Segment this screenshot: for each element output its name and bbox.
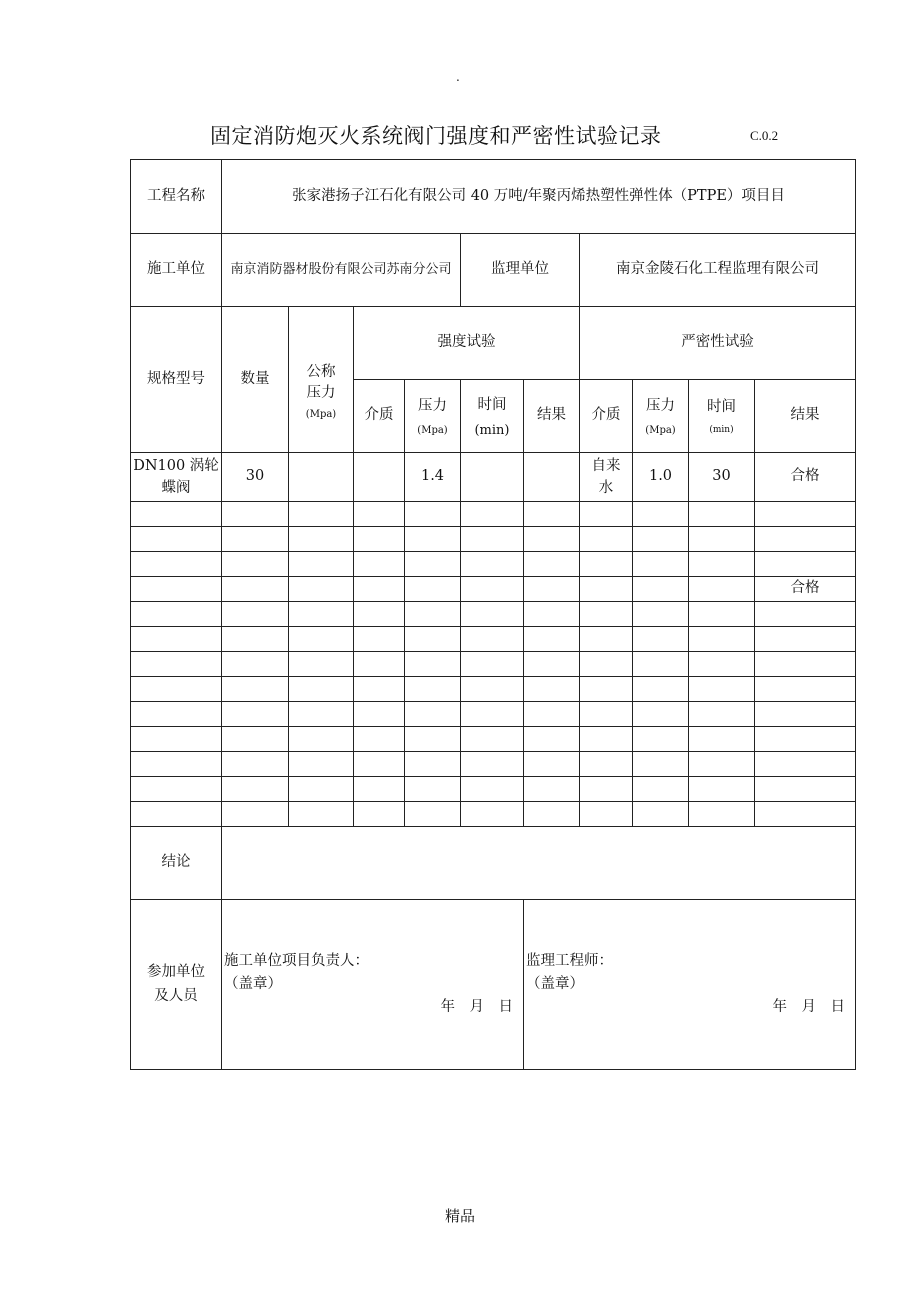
contractor-date-label: 年 月 日 [440,999,513,1016]
cell-nominal [289,677,354,702]
cell-t-result [755,627,856,652]
cell-s-time [461,527,524,552]
cell-t-time [689,652,755,677]
test-record-table [130,159,856,1070]
cell-t-time [689,552,755,577]
tightness-time-header [689,380,755,453]
cell-t-time [689,777,755,802]
cell-s-pressure [405,677,461,702]
cell-s-medium [354,502,405,527]
project-name-value: 张家港扬子江石化有限公司 40 万吨/年聚丙烯热塑性弹性体（PTPE）项目目 [222,160,856,234]
cell-t-result [755,752,856,777]
table-row [131,652,856,677]
cell-t-result [755,677,856,702]
tightness-result-header: 结果 [755,380,856,453]
cell-s-medium [354,727,405,752]
contractor-value: 南京消防器材股份有限公司苏南分公司 [222,234,461,307]
contractor-signature-block [222,900,524,1070]
cell-spec [131,652,222,677]
table-row [131,552,856,577]
cell-t-medium [580,752,633,777]
cell-qty [222,527,289,552]
col-qty-header: 数量 [222,307,289,453]
cell-t-pressure [633,802,689,827]
cell-s-pressure [405,777,461,802]
engineer-date-label: 年 月 日 [772,999,846,1016]
cell-qty [222,777,289,802]
cell-s-pressure [405,652,461,677]
cell-t-medium [580,527,633,552]
cell-t-time [689,602,755,627]
cell-t-medium [580,602,633,627]
cell-t-pressure [633,627,689,652]
cell-s-result [524,502,580,527]
cell-s-pressure [405,552,461,577]
cell-s-result [524,627,580,652]
table-row [131,702,856,727]
participants-label [131,900,222,1070]
cell-nominal [289,602,354,627]
cell-qty: 30 [222,453,289,502]
cell-s-medium [354,453,405,502]
cell-s-medium [354,577,405,602]
cell-spec [131,702,222,727]
cell-spec [131,802,222,827]
cell-nominal [289,702,354,727]
cell-t-time [689,577,755,602]
cell-s-result [524,677,580,702]
cell-s-medium [354,627,405,652]
cell-qty [222,502,289,527]
cell-t-time: 30 [689,453,755,502]
cell-s-medium [354,677,405,702]
cell-spec [131,627,222,652]
cell-t-result [755,702,856,727]
conclusion-label: 结论 [131,827,222,900]
table-row [131,577,856,602]
cell-t-result [755,727,856,752]
cell-s-pressure [405,727,461,752]
cell-nominal [289,577,354,602]
conclusion-value [222,827,856,900]
cell-s-result [524,652,580,677]
tightness-pressure-unit: (Mpa) [645,424,676,436]
table-row [131,677,856,702]
participants-label-text: 参加单位及人员 [147,964,205,1004]
cell-spec [131,777,222,802]
cell-spec [131,677,222,702]
cell-nominal [289,752,354,777]
cell-s-medium [354,777,405,802]
cell-nominal [289,802,354,827]
table-row [131,527,856,552]
cell-spec [131,727,222,752]
cell-t-pressure [633,602,689,627]
strength-pressure-text: 压力 [418,398,447,415]
cell-s-pressure [405,527,461,552]
cell-spec [131,577,222,602]
cell-t-time [689,677,755,702]
cell-t-pressure [633,527,689,552]
cell-s-time [461,627,524,652]
cell-t-medium [580,802,633,827]
cell-s-time [461,802,524,827]
cell-t-pressure [633,777,689,802]
cell-t-result [755,502,856,527]
cell-s-time [461,752,524,777]
cell-s-time [461,702,524,727]
col-nominal-pressure-header [289,307,354,453]
cell-qty [222,727,289,752]
cell-t-pressure: 1.0 [633,453,689,502]
cell-t-time [689,502,755,527]
table-row [131,802,856,827]
cell-s-result [524,527,580,552]
contractor-lead-label: 施工单位项目负责人： [224,952,369,969]
strength-pressure-header [405,380,461,453]
cell-s-time [461,652,524,677]
cell-s-result [524,727,580,752]
cell-t-result [755,802,856,827]
cell-s-pressure [405,502,461,527]
cell-qty [222,802,289,827]
supervisor-label: 监理单位 [461,234,580,307]
cell-t-time [689,527,755,552]
table-row [131,627,856,652]
cell-nominal [289,527,354,552]
cell-t-result [755,777,856,802]
cell-t-pressure [633,752,689,777]
cell-s-result [524,552,580,577]
cell-s-medium [354,527,405,552]
tightness-pressure-text: 压力 [646,398,675,415]
cell-t-result [755,602,856,627]
cell-t-result [755,527,856,552]
cell-s-pressure [405,752,461,777]
cell-t-time [689,702,755,727]
cell-s-medium [354,652,405,677]
document-title: 固定消防炮灭火系统阀门强度和严密性试验记录 [210,124,662,148]
cell-s-result [524,777,580,802]
cell-qty [222,602,289,627]
cell-t-pressure [633,552,689,577]
table-row [131,752,856,777]
engineer-signature-block [524,900,856,1070]
cell-nominal [289,552,354,577]
project-name-label: 工程名称 [131,160,222,234]
tightness-pressure-header [633,380,689,453]
cell-s-time [461,577,524,602]
cell-s-result [524,453,580,502]
supervisor-value: 南京金陵石化工程监理有限公司 [580,234,856,307]
engineer-seal-label: （盖章） [526,975,584,992]
cell-s-pressure [405,802,461,827]
cell-nominal [289,652,354,677]
cell-t-medium [580,702,633,727]
cell-t-time [689,752,755,777]
cell-t-medium [580,453,633,502]
cell-qty [222,577,289,602]
cell-s-medium [354,602,405,627]
cell-spec: DN100 涡轮蝶阀 [131,453,222,502]
cell-s-result [524,602,580,627]
cell-s-time [461,453,524,502]
tightness-time-unit: (min) [709,425,734,436]
strength-pressure-unit: (Mpa) [417,424,448,436]
cell-t-pressure [633,677,689,702]
strength-time-unit: (min) [474,422,510,438]
strength-time-text: 时间 [477,396,507,413]
col-spec-header: 规格型号 [131,307,222,453]
cell-t-medium [580,677,633,702]
contractor-label: 施工单位 [131,234,222,307]
cell-qty [222,627,289,652]
cell-t-pressure [633,702,689,727]
contractor-seal-label: （盖章） [224,975,282,992]
cell-spec [131,552,222,577]
cell-t-result: 合格 [755,453,856,502]
cell-t-result: 合格 [755,577,856,602]
cell-s-time [461,502,524,527]
cell-t-medium [580,777,633,802]
cell-s-medium [354,752,405,777]
tightness-test-header: 严密性试验 [580,307,856,380]
cell-s-medium [354,802,405,827]
cell-t-medium-text: 自来水 [591,457,621,496]
cell-nominal [289,453,354,502]
cell-spec [131,752,222,777]
cell-t-time [689,627,755,652]
cell-t-pressure [633,727,689,752]
page-footer: 精品 [444,1207,475,1225]
strength-time-header [461,380,524,453]
cell-nominal [289,727,354,752]
table-row [131,777,856,802]
strength-medium-header: 介质 [354,380,405,453]
cell-s-result [524,802,580,827]
cell-s-result [524,752,580,777]
cell-s-pressure [405,602,461,627]
cell-s-time [461,552,524,577]
cell-t-pressure [633,652,689,677]
cell-qty [222,752,289,777]
cell-nominal [289,627,354,652]
table-row [131,602,856,627]
cell-s-time [461,727,524,752]
cell-t-medium [580,627,633,652]
cell-s-time [461,602,524,627]
strength-test-header: 强度试验 [354,307,580,380]
cell-qty [222,552,289,577]
table-row [131,502,856,527]
cell-s-pressure [405,702,461,727]
cell-qty [222,677,289,702]
cell-t-medium [580,727,633,752]
cell-t-medium [580,552,633,577]
cell-s-medium [354,702,405,727]
cell-qty [222,652,289,677]
cell-s-result [524,577,580,602]
cell-t-result [755,552,856,577]
form-code: C.0.2 [750,128,779,143]
tightness-medium-header: 介质 [580,380,633,453]
cell-s-time [461,677,524,702]
cell-t-medium [580,502,633,527]
cell-s-time [461,777,524,802]
cell-nominal [289,777,354,802]
cell-t-result [755,652,856,677]
page-dot: . [456,70,460,84]
cell-s-pressure [405,627,461,652]
cell-nominal [289,502,354,527]
cell-spec [131,502,222,527]
cell-qty [222,702,289,727]
cell-s-pressure [405,577,461,602]
nominal-pressure-unit: (Mpa) [305,408,337,420]
cell-s-result [524,702,580,727]
cell-t-medium [580,577,633,602]
cell-spec [131,527,222,552]
engineer-label: 监理工程师： [526,952,613,969]
nominal-pressure-text: 公称压力 [306,364,336,401]
table-row [131,727,856,752]
tightness-time-text: 时间 [707,399,736,415]
cell-s-pressure: 1.4 [405,453,461,502]
strength-result-header: 结果 [524,380,580,453]
cell-t-medium [580,652,633,677]
cell-t-time [689,802,755,827]
cell-t-time [689,727,755,752]
table-row [131,453,856,502]
cell-t-pressure [633,502,689,527]
cell-s-medium [354,552,405,577]
cell-spec [131,602,222,627]
cell-t-pressure [633,577,689,602]
